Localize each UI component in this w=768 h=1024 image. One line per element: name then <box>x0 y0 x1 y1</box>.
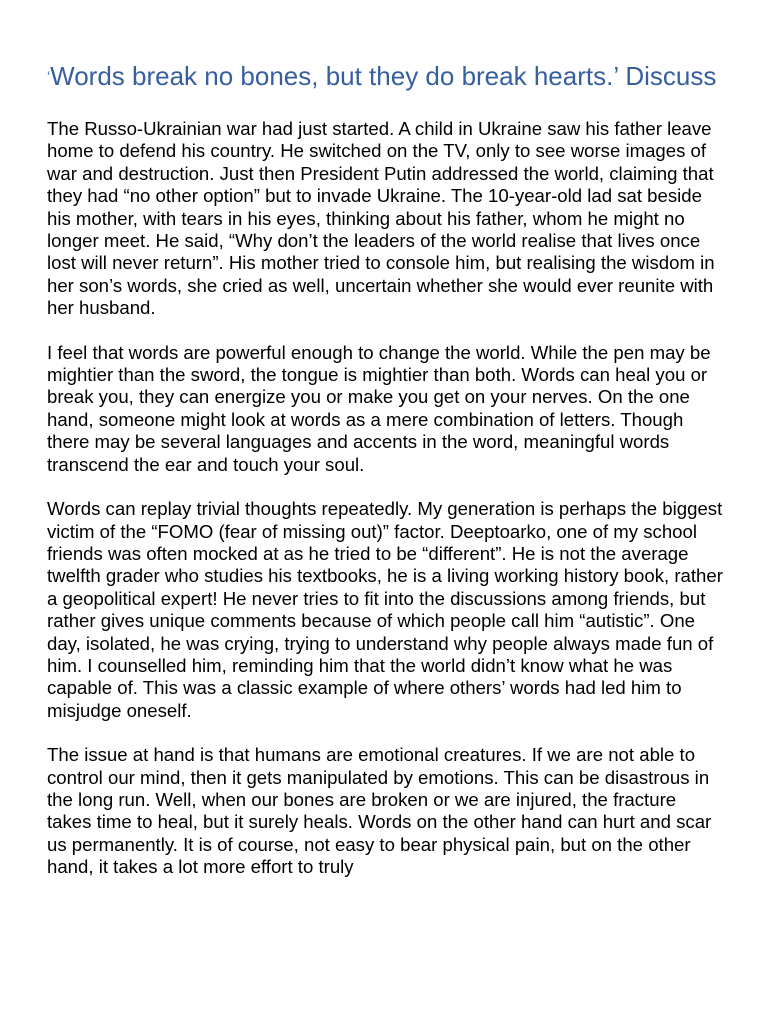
title-open-quote: ‘ <box>47 68 51 84</box>
essay-title <box>47 60 720 93</box>
title-text: Words break no bones, but they do break hearts.’ Discuss <box>50 61 717 91</box>
paragraph-1: The Russo-Ukrainian war had just started. A child in Ukraine saw his father leave home to defend his country. He switched on the TV, only to see worse images of war and destruction. Just then President Putin addressed the world, claiming that they had “no other option” but to invade Ukraine. The 10-year-old lad sat beside his mother, with tears in his eyes, thinking about his father, whom he might no longer meet. He said, “Why don’t the leaders of the world realise that lives once lost will never return”. His mother tried to console him, but realising the wisdom in her son’s words, she cried as well, uncertain whether she would ever reunite with her husband. <box>47 118 715 319</box>
paragraph-4: The issue at hand is that humans are emotional creatures. If we are not able to control our mind, then it gets manipulated by emotions. This can be disastrous in the long run. Well, when our bones are broken or we are injured, the fracture takes time to heal, but it surely heals. Words on the other hand can hurt and scar us permanently. It is of course, not easy to bear physical pain, but on the other hand, it takes a lot more effort to truly <box>47 744 712 878</box>
paragraph-2: I feel that words are powerful enough to change the world. While the pen may be mightier than the sword, the tongue is mightier than both. Words can heal you or break you, they can energize you or make you get on your nerves. On the one hand, someone might look at words as a mere combination of letters. Though there may be several languages and accents in the word, meaningful words transcend the ear and touch your soul. <box>47 341 711 475</box>
paragraph-3: Words can replay trivial thoughts repeatedly. My generation is perhaps the biggest victim of the “FOMO (fear of missing out)” factor. Deeptoarko, one of my school friends was often mocked at as he tried to be “different”. He is not the average twelfth grader who studies his textbooks, he is a living working history book, rather a geopolitical expert! He never tries to fit into the discussions among friends, but rather gives unique comments because of which people call him “autistic”. One day, isolated, he was crying, trying to understand why people always made fun of him. I counselled him, reminding him that the world didn’t know what he was capable of. This was a classic example of where others’ words had led him to misjudge oneself. <box>47 498 723 721</box>
